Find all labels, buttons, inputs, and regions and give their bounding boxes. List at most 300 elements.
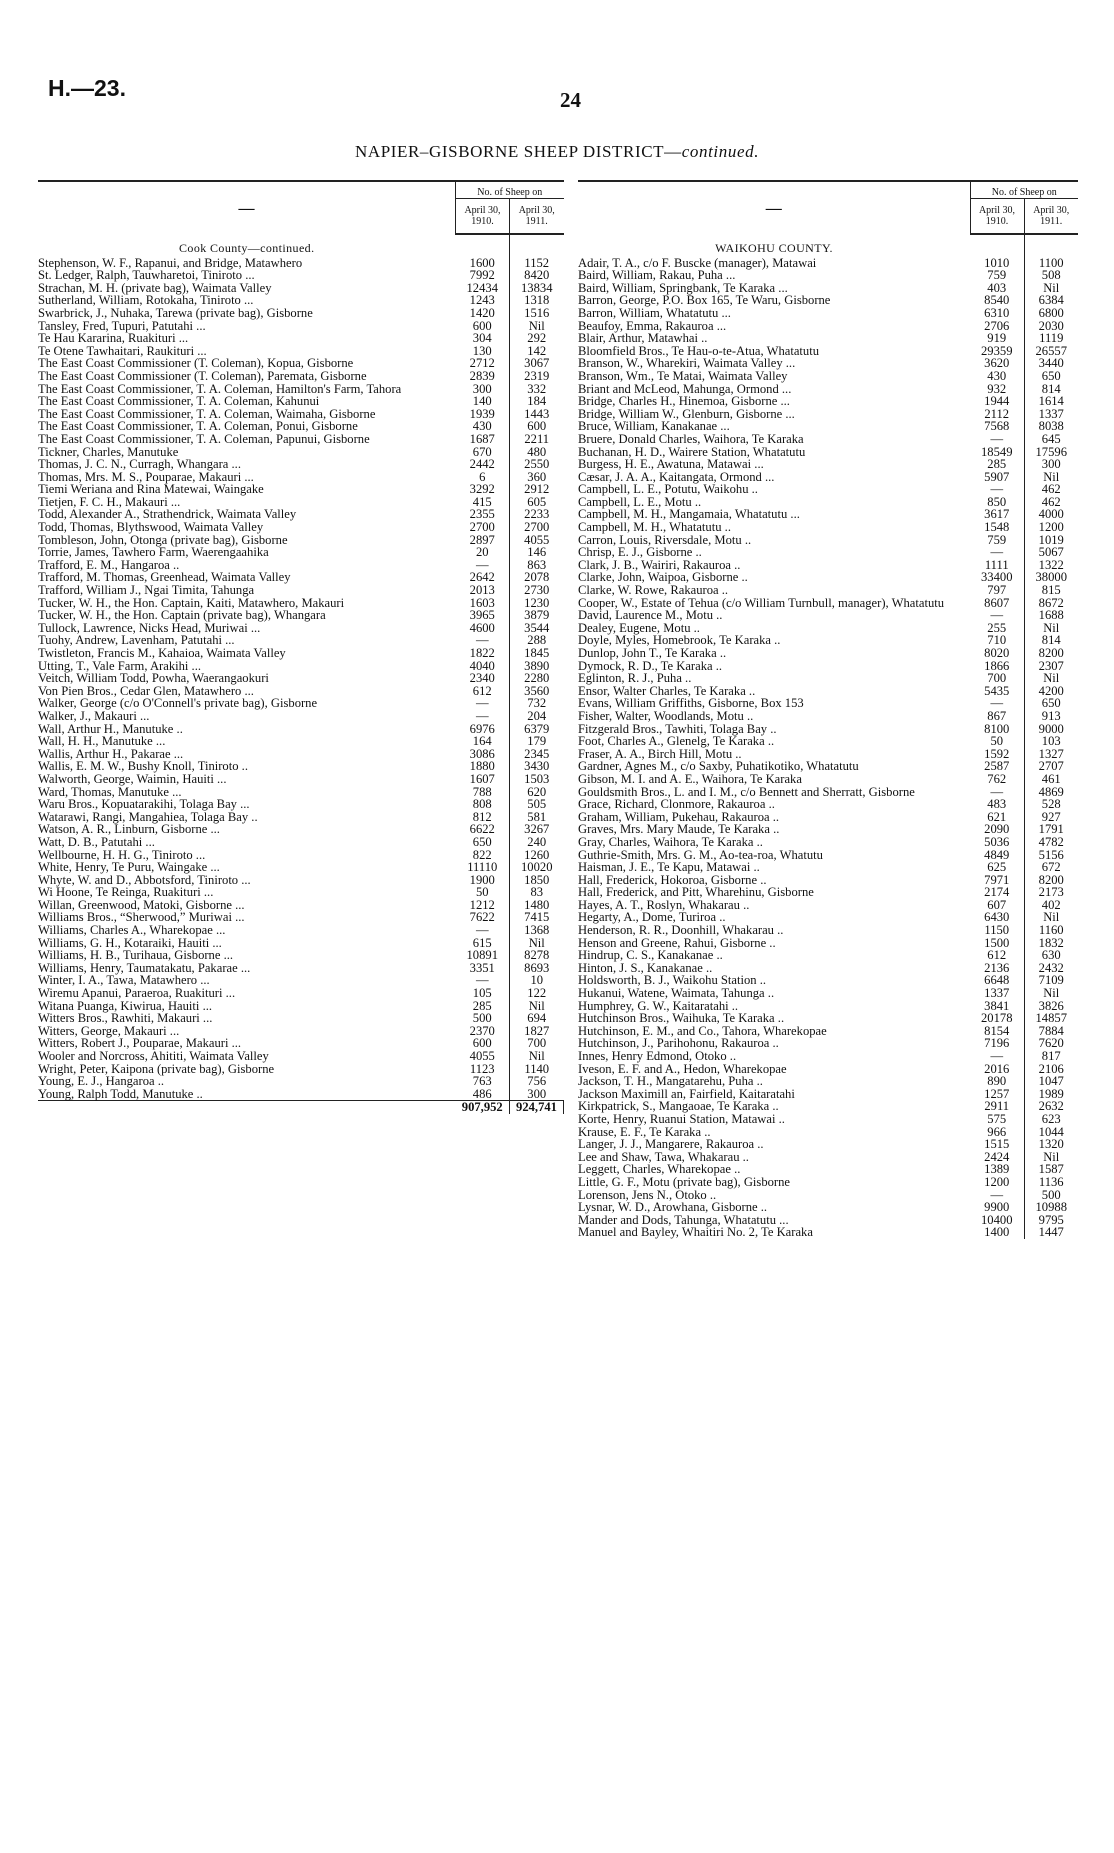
sheep-1910: 7196 xyxy=(970,1037,1024,1050)
sheep-1910: 5435 xyxy=(970,685,1024,698)
sheep-1910: — xyxy=(456,974,510,987)
owner-name: Graham, William, Pukehau, Rakauroa .. xyxy=(578,809,780,824)
sheep-1910: 2897 xyxy=(456,534,510,547)
sheep-1911: Nil xyxy=(528,1049,545,1063)
owner-name: Clarke, W. Rowe, Rakauroa .. xyxy=(578,583,729,598)
owner-name: Barron, William, Whatatutu ... xyxy=(578,305,731,320)
table-row xyxy=(578,672,1078,685)
table-row xyxy=(38,836,564,849)
table-row xyxy=(578,987,1078,1000)
sheep-1910: 7568 xyxy=(970,420,1024,433)
sheep-1911: 462 xyxy=(1041,482,1061,497)
sheep-1911: 4782 xyxy=(1038,834,1064,849)
sheep-1911: Nil xyxy=(1043,1149,1060,1164)
owner-name: Tucker, W. H., the Hon. Captain, Kaiti, Matawhero, Makauri xyxy=(38,595,345,610)
owner-name: Tansley, Fred, Tupuri, Patutahi ... xyxy=(38,318,206,333)
sheep-1911: 4869 xyxy=(1038,784,1064,799)
sheep-1910: 1822 xyxy=(456,647,510,660)
sheep-1910: 1500 xyxy=(970,937,1024,950)
left-section-row xyxy=(38,234,564,257)
table-row xyxy=(578,924,1078,937)
sheep-1910: — xyxy=(970,483,1024,496)
sheep-1911: 623 xyxy=(1041,1111,1061,1126)
owner-name: Buchanan, H. D., Wairere Station, Whatatutu xyxy=(578,444,806,459)
sheep-1910: 700 xyxy=(970,672,1024,685)
owner-name: Henson and Greene, Rahui, Gisborne .. xyxy=(578,935,776,950)
table-row xyxy=(578,773,1078,786)
sheep-1911: 14857 xyxy=(1035,1011,1067,1026)
owner-name: Hall, Frederick, Hokoroa, Gisborne .. xyxy=(578,872,767,887)
owner-name: White, Henry, Te Puru, Waingake ... xyxy=(38,860,220,875)
sheep-1911: 1850 xyxy=(524,872,550,887)
owner-name: Strachan, M. H. (private bag), Waimata Valley xyxy=(38,280,272,295)
sheep-1910: — xyxy=(456,697,510,710)
sheep-1910: — xyxy=(970,609,1024,622)
owner-name: Von Pien Bros., Cedar Glen, Matawhero ... xyxy=(38,683,254,698)
page-title xyxy=(0,142,1114,162)
sheep-1911: 204 xyxy=(527,708,547,723)
table-row xyxy=(578,798,1078,811)
owner-name: Eglinton, R. J., Puha .. xyxy=(578,671,692,686)
sheep-1910: 612 xyxy=(456,685,510,698)
sheep-1910: 2112 xyxy=(970,408,1024,421)
sheep-1911: 1688 xyxy=(1038,608,1064,623)
owner-name: Branson, W., Wharekiri, Waimata Valley ... xyxy=(578,356,796,371)
sheep-1910: 5907 xyxy=(970,471,1024,484)
sheep-1910: 50 xyxy=(456,886,510,899)
sheep-1910: 2090 xyxy=(970,823,1024,836)
owner-name: Hutchinson Bros., Waihuka, Te Karaka .. xyxy=(578,1011,785,1026)
table-row xyxy=(38,861,564,874)
owner-name: Wall, H. H., Manutuke ... xyxy=(38,734,166,749)
sheep-1911: 103 xyxy=(1041,734,1061,749)
sheep-1910: — xyxy=(970,786,1024,799)
sheep-1910: 6 xyxy=(456,471,510,484)
owner-name: Willan, Greenwood, Matoki, Gisborne ... xyxy=(38,897,245,912)
sheep-1910: 12434 xyxy=(456,282,510,295)
sheep-1911: 13834 xyxy=(521,280,553,295)
owner-name: The East Coast Commissioner, T. A. Coleman, Hamilton's Farm, Tahora xyxy=(38,381,402,396)
sheep-1911: 5067 xyxy=(1038,545,1064,560)
table-row xyxy=(38,647,564,660)
sheep-1910: 6976 xyxy=(456,723,510,736)
owner-name: Tiemi Weriana and Rina Matewai, Waingake xyxy=(38,482,264,497)
sheep-1911: 8672 xyxy=(1038,595,1064,610)
sheep-1910: 4040 xyxy=(456,660,510,673)
sheep-1910: 8020 xyxy=(970,647,1024,660)
table-row xyxy=(578,433,1078,446)
sheep-1911: 645 xyxy=(1041,431,1061,446)
sheep-1910: 1900 xyxy=(456,874,510,887)
owner-name: Korte, Henry, Ruanui Station, Matawai .. xyxy=(578,1111,785,1126)
owner-name: Innes, Henry Edmond, Otoko .. xyxy=(578,1049,737,1063)
sheep-1911: 10 xyxy=(530,973,544,988)
owner-name: Jackson, T. H., Mangatarehu, Puha .. xyxy=(578,1074,763,1089)
sheep-1910: 2424 xyxy=(970,1151,1024,1164)
sheep-1911: 600 xyxy=(527,419,547,434)
sheep-1911: 8200 xyxy=(1038,872,1064,887)
sheep-1911: 184 xyxy=(527,394,547,409)
sheep-1910: 763 xyxy=(456,1075,510,1088)
owner-name: Chrisp, E. J., Gisborne .. xyxy=(578,545,702,560)
right-header-top xyxy=(578,181,1078,199)
owner-name: Trafford, William J., Ngai Timita, Tahunga xyxy=(38,583,255,598)
sheep-1910: — xyxy=(970,697,1024,710)
owner-name: Clark, J. B., Wairiri, Rakauroa .. xyxy=(578,557,741,572)
sheep-1910: 3620 xyxy=(970,357,1024,370)
sheep-1911: 300 xyxy=(1041,457,1061,472)
table-row xyxy=(578,269,1078,282)
sheep-1911: 360 xyxy=(527,469,547,484)
owner-name: Wright, Peter, Kaipona (private bag), Gisborne xyxy=(38,1061,275,1076)
owner-name: Fitzgerald Bros., Tawhiti, Tolaga Bay .. xyxy=(578,721,777,736)
sheep-1910: 650 xyxy=(456,836,510,849)
sheep-1911: Nil xyxy=(1043,910,1060,925)
owner-name: Campbell, M. H., Mangamaia, Whatatutu ... xyxy=(578,507,800,522)
owner-name: Kirkpatrick, S., Mangaoae, Te Karaka .. xyxy=(578,1099,779,1114)
sheep-1910: 2174 xyxy=(970,886,1024,899)
owner-name: Doyle, Myles, Homebrook, Te Karaka .. xyxy=(578,633,781,648)
sheep-1911: 814 xyxy=(1041,381,1061,396)
owner-name: Trafford, M. Thomas, Greenhead, Waimata Valley xyxy=(38,570,291,585)
table-row xyxy=(578,1075,1078,1088)
table-row xyxy=(578,1176,1078,1189)
sheep-1910: 788 xyxy=(456,786,510,799)
sheep-1910: 164 xyxy=(456,735,510,748)
sheep-1911: 1503 xyxy=(524,771,550,786)
sheep-1910: 1939 xyxy=(456,408,510,421)
sheep-1910: 625 xyxy=(970,861,1024,874)
sheep-1911: 1136 xyxy=(1038,1174,1064,1189)
sheep-1910: 18549 xyxy=(970,446,1024,459)
table-row xyxy=(578,395,1078,408)
sheep-1911: 8038 xyxy=(1038,419,1064,434)
sheep-1910: 8100 xyxy=(970,723,1024,736)
owner-name: Branson, Wm., Te Matai, Waimata Valley xyxy=(578,368,788,383)
sheep-1910: 430 xyxy=(456,420,510,433)
owner-name: Bruce, William, Kanakanae ... xyxy=(578,419,730,434)
owner-name: Gardner, Agnes M., c/o Saxby, Puhatikotiko, Whatatutu xyxy=(578,759,859,774)
sheep-1911: Nil xyxy=(528,998,545,1013)
sheep-1910: — xyxy=(456,559,510,572)
sheep-1911: 1337 xyxy=(1038,406,1064,421)
owner-name: Watarawi, Rangi, Mangahiea, Tolaga Bay .. xyxy=(38,809,258,824)
owner-name: Lysnar, W. D., Arowhana, Gisborne .. xyxy=(578,1200,768,1215)
sheep-1910: 105 xyxy=(456,987,510,1000)
table-row xyxy=(578,647,1078,660)
owner-name: Campbell, L. E., Potutu, Waikohu .. xyxy=(578,482,758,497)
owner-name: Te Hau Kararina, Ruakituri ... xyxy=(38,331,189,346)
owner-name: Jackson Maximill an, Fairfield, Kaitaratahi xyxy=(578,1086,795,1101)
sheep-1910: 7971 xyxy=(970,874,1024,887)
owner-name: Burgess, H. E., Awatuna, Matawai ... xyxy=(578,457,764,472)
sheep-1911: 3267 xyxy=(524,822,550,837)
owner-name: Lorenson, Jens N., Otoko .. xyxy=(578,1187,717,1202)
sheep-1911: 300 xyxy=(527,1086,547,1101)
owner-name: Waru Bros., Kopuatarakihi, Tolaga Bay ... xyxy=(38,797,250,812)
sheep-1911: 1327 xyxy=(1038,746,1064,761)
sheep-1911: Nil xyxy=(1043,469,1060,484)
sheep-1910: 8154 xyxy=(970,1025,1024,1038)
sheep-1910: 1337 xyxy=(970,987,1024,1000)
owner-name: Witters Bros., Rawhiti, Makauri ... xyxy=(38,1011,213,1026)
sheep-1911: 1989 xyxy=(1038,1086,1064,1101)
owner-name: Gray, Charles, Waihora, Te Karaka .. xyxy=(578,834,763,849)
sheep-1911: 2319 xyxy=(524,368,550,383)
left-table xyxy=(38,180,564,1114)
sheep-1911: 6379 xyxy=(524,721,550,736)
sheep-1911: 2233 xyxy=(524,507,550,522)
left-rows xyxy=(38,257,564,1101)
owner-name: Williams, G. H., Kotaraiki, Hauiti ... xyxy=(38,935,222,950)
sheep-1911: 1044 xyxy=(1038,1124,1064,1139)
owner-name: Holdsworth, B. J., Waikohu Station .. xyxy=(578,973,767,988)
sheep-1911: 4200 xyxy=(1038,683,1064,698)
owner-name: Winter, I. A., Tawa, Matawhero ... xyxy=(38,973,210,988)
table-row xyxy=(578,735,1078,748)
table-row xyxy=(38,924,564,937)
owner-name: Tullock, Lawrence, Nicks Head, Muriwai ... xyxy=(38,620,261,635)
table-row xyxy=(38,1088,564,1101)
owner-name: Te Otene Tawhaitari, Raukituri ... xyxy=(38,343,207,358)
sheep-1910: 20 xyxy=(456,546,510,559)
sheep-1911: 122 xyxy=(527,986,547,1001)
sheep-1911: 650 xyxy=(1041,368,1061,383)
sheep-1911: 500 xyxy=(1041,1187,1061,1202)
sheep-1910: 1243 xyxy=(456,294,510,307)
table-row xyxy=(578,521,1078,534)
sheep-1911: 605 xyxy=(527,494,547,509)
owner-name: Watson, A. R., Linburn, Gisborne ... xyxy=(38,822,220,837)
table-row xyxy=(578,710,1078,723)
sheep-1911: 817 xyxy=(1041,1049,1061,1063)
sheep-1911: 756 xyxy=(527,1074,547,1089)
sheep-1911: 815 xyxy=(1041,583,1061,598)
page-title-suffix: continued. xyxy=(681,142,760,161)
owner-name: Trafford, E. M., Hangaroa .. xyxy=(38,557,180,572)
sheep-1910: 3292 xyxy=(456,483,510,496)
owner-name: St. Ledger, Ralph, Tauwharetoi, Tiniroto ... xyxy=(38,268,255,283)
sheep-1910: 300 xyxy=(456,383,510,396)
table-row xyxy=(38,584,564,597)
sheep-1911: 2432 xyxy=(1038,960,1064,975)
sheep-1911: 1140 xyxy=(524,1061,550,1076)
sheep-1911: 927 xyxy=(1041,809,1061,824)
owner-name: Twistleton, Francis M., Kahaioa, Waimata Valley xyxy=(38,646,286,660)
owner-name: Cooper, W., Estate of Tehua (c/o William Turnbull, manager), Whatatutu xyxy=(578,595,945,610)
table-row xyxy=(38,672,564,685)
sheep-1910: 1548 xyxy=(970,521,1024,534)
sheep-1911: 480 xyxy=(527,444,547,459)
sheep-1911: 1318 xyxy=(524,293,550,308)
sheep-1911: 17596 xyxy=(1035,444,1067,459)
sheep-1911: 630 xyxy=(1041,948,1061,963)
sheep-1911: 3826 xyxy=(1038,998,1064,1013)
owner-name: Manuel and Bayley, Whaitiri No. 2, Te Karaka xyxy=(578,1225,813,1240)
sheep-1910: 6430 xyxy=(970,911,1024,924)
sheep-1911: 3544 xyxy=(524,620,550,635)
table-row xyxy=(38,735,564,748)
sheep-1910: 415 xyxy=(456,496,510,509)
table-row xyxy=(578,886,1078,899)
sheep-1910: 1592 xyxy=(970,748,1024,761)
owner-name: Tucker, W. H., the Hon. Captain (private bag), Whangara xyxy=(38,608,326,623)
owner-name: Wall, Arthur H., Manutuke .. xyxy=(38,721,183,736)
table-row xyxy=(578,1050,1078,1063)
sheep-1911: 179 xyxy=(527,734,547,749)
sheep-1911: 6384 xyxy=(1038,293,1064,308)
sheep-1910: 500 xyxy=(456,1012,510,1025)
sheep-1910: 5036 xyxy=(970,836,1024,849)
table-row xyxy=(38,483,564,496)
sheep-1911: 1200 xyxy=(1038,520,1064,535)
sheep-1910: 850 xyxy=(970,496,1024,509)
sheep-1910: 1880 xyxy=(456,760,510,773)
sheep-1911: 1827 xyxy=(524,1023,550,1038)
left-section-title: Cook County—continued. xyxy=(179,241,315,255)
owner-name: Humphrey, G. W., Kaitaratahi .. xyxy=(578,998,739,1013)
table-row xyxy=(578,307,1078,320)
owner-name: Foot, Charles A., Glenelg, Te Karaka .. xyxy=(578,734,775,749)
sheep-1911: 1160 xyxy=(1038,923,1064,938)
sheep-1911: 2550 xyxy=(524,457,550,472)
sheep-1910: 2340 xyxy=(456,672,510,685)
owner-name: Hukanui, Watene, Waimata, Tahunga .. xyxy=(578,986,775,1001)
table-row xyxy=(38,949,564,962)
sheep-1911: 528 xyxy=(1041,797,1061,812)
owner-name: Wooler and Norcross, Ahititi, Waimata Valley xyxy=(38,1049,269,1063)
owner-name: Tuohy, Andrew, Lavenham, Patutahi ... xyxy=(38,633,235,648)
sheep-1911: 863 xyxy=(527,557,547,572)
owner-name: Bridge, Charles H., Hinemoa, Gisborne ... xyxy=(578,394,790,409)
sheep-1911: 814 xyxy=(1041,633,1061,648)
owner-name: Haisman, J. E., Te Kapu, Matawai .. xyxy=(578,860,760,875)
table-row xyxy=(38,332,564,345)
table-row xyxy=(578,458,1078,471)
table-row xyxy=(38,798,564,811)
sheep-1910: 140 xyxy=(456,395,510,408)
sheep-1910: 2911 xyxy=(970,1100,1024,1113)
table-row xyxy=(38,395,564,408)
sheep-1910: 486 xyxy=(456,1088,510,1101)
sheep-1911: Nil xyxy=(528,318,545,333)
owner-name: Walker, George (c/o O'Connell's private bag), Gisborne xyxy=(38,696,318,711)
right-header-col2: April 30, 1911. xyxy=(1024,199,1078,235)
sheep-1910: 4849 xyxy=(970,849,1024,862)
owner-name: Thomas, Mrs. M. S., Pouparae, Makauri ... xyxy=(38,469,254,484)
sheep-1910: 2442 xyxy=(456,458,510,471)
table-row xyxy=(578,836,1078,849)
sheep-1911: 2730 xyxy=(524,583,550,598)
sheep-1910: — xyxy=(970,1050,1024,1063)
sheep-1910: 890 xyxy=(970,1075,1024,1088)
table-row xyxy=(578,861,1078,874)
owner-name: Bloomfield Bros., Te Hau-o-te-Atua, Whatatutu xyxy=(578,343,820,358)
sheep-1910: 7992 xyxy=(456,269,510,282)
page-number: 24 xyxy=(560,88,581,112)
sheep-1910: 6648 xyxy=(970,974,1024,987)
sheep-1911: 700 xyxy=(527,1036,547,1051)
table-row xyxy=(38,546,564,559)
sheep-1910: 430 xyxy=(970,370,1024,383)
sheep-1911: 9795 xyxy=(1038,1212,1064,1227)
sheep-1911: 240 xyxy=(527,834,547,849)
sheep-1911: 2106 xyxy=(1038,1061,1064,1076)
sheep-1910: 1200 xyxy=(970,1176,1024,1189)
sheep-1910: 2587 xyxy=(970,760,1024,773)
owner-name: Young, Ralph Todd, Manutuke .. xyxy=(38,1086,203,1101)
sheep-1910: 1111 xyxy=(970,559,1024,572)
owner-name: Mander and Dods, Tahunga, Whatatutu ... xyxy=(578,1212,789,1227)
sheep-1910: — xyxy=(456,924,510,937)
owner-name: Lee and Shaw, Tawa, Whakarau .. xyxy=(578,1149,749,1164)
sheep-1911: 2030 xyxy=(1038,318,1064,333)
sheep-1911: 3879 xyxy=(524,608,550,623)
sheep-1910: 797 xyxy=(970,584,1024,597)
owner-name: Beaufoy, Emma, Rakauroa ... xyxy=(578,318,727,333)
sheep-1911: 1230 xyxy=(524,595,550,610)
sheep-1911: 4055 xyxy=(524,532,550,547)
sheep-1910: 4600 xyxy=(456,622,510,635)
owner-name: Adair, T. A., c/o F. Buscke (manager), Matawai xyxy=(578,255,817,270)
table-row xyxy=(38,521,564,534)
owner-name: Sutherland, William, Rotokaha, Tiniroto ... xyxy=(38,293,254,308)
sheep-1910: 2839 xyxy=(456,370,510,383)
table-row xyxy=(578,546,1078,559)
owner-name: Carron, Louis, Riversdale, Motu .. xyxy=(578,532,752,547)
sheep-1910: 1212 xyxy=(456,899,510,912)
sheep-1910: 1603 xyxy=(456,597,510,610)
owner-name: Gouldsmith Bros., L. and I. M., c/o Bennett and Sherratt, Gisborne xyxy=(578,784,915,799)
owner-name: David, Laurence M., Motu .. xyxy=(578,608,723,623)
table-row xyxy=(578,332,1078,345)
sheep-1911: 2211 xyxy=(524,431,550,446)
owner-name: Whyte, W. and D., Abbotsford, Tiniroto ... xyxy=(38,872,251,887)
owner-name: Thomas, J. C. N., Curragh, Whangara ... xyxy=(38,457,241,472)
sheep-1910: 29359 xyxy=(970,345,1024,358)
table-row xyxy=(578,370,1078,383)
sheep-1911: 10020 xyxy=(521,860,553,875)
owner-name: Veitch, William Todd, Powha, Waerangaokuri xyxy=(38,671,269,686)
sheep-1911: 2280 xyxy=(524,671,550,686)
owner-name: Witters, George, Makauri ... xyxy=(38,1023,180,1038)
sheep-1910: — xyxy=(456,634,510,647)
right-header-col1: April 30, 1910. xyxy=(970,199,1024,235)
sheep-1910: — xyxy=(970,546,1024,559)
sheep-1910: 759 xyxy=(970,534,1024,547)
owner-name: Baird, William, Springbank, Te Karaka ... xyxy=(578,280,788,295)
sheep-1910: 1389 xyxy=(970,1163,1024,1176)
owner-name: Wellbourne, H. H. G., Tiniroto ... xyxy=(38,847,206,862)
sheep-1910: — xyxy=(456,710,510,723)
sheep-1911: Nil xyxy=(1043,671,1060,686)
sheep-1910: 10400 xyxy=(970,1214,1024,1227)
sheep-1911: 7109 xyxy=(1038,973,1064,988)
sheep-1911: 8693 xyxy=(524,960,550,975)
owner-name: Walker, J., Makauri ... xyxy=(38,708,150,723)
left-total-row xyxy=(38,1101,564,1114)
owner-name: Witana Puanga, Kiwirua, Hauiti ... xyxy=(38,998,213,1013)
sheep-1911: 2632 xyxy=(1038,1099,1064,1114)
sheep-1910: 10891 xyxy=(456,949,510,962)
table-row xyxy=(38,1012,564,1025)
owner-name: Swarbrick, J., Nuhaka, Tarewa (private bag), Gisborne xyxy=(38,305,313,320)
sheep-1911: 505 xyxy=(527,797,547,812)
owner-name: Wiremu Apanui, Paraeroa, Ruakituri ... xyxy=(38,986,236,1001)
sheep-1911: 146 xyxy=(527,545,547,560)
owner-name: Ensor, Walter Charles, Te Karaka .. xyxy=(578,683,756,698)
owner-name: Hall, Frederick, and Pitt, Wharehinu, Gisborne xyxy=(578,885,814,900)
